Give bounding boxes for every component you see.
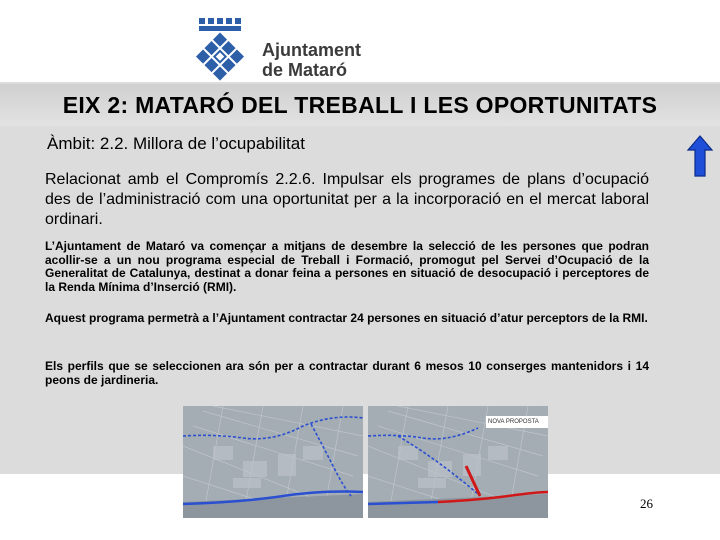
page-number: 26: [640, 496, 653, 511]
ajuntament-logo: [190, 14, 250, 86]
paragraph-profiles: Els perfils que se seleccionen ara són per a contractar durant 6 mesos 10 conserges mantenidors i 14 peons de jardineria.: [45, 359, 649, 387]
logo-text: [262, 40, 361, 80]
up-arrow-icon[interactable]: [686, 134, 714, 178]
paragraph-selection: L’Ajuntament de Mataró va començar a mitjans de desembre la selecció de les persones que podran acollir-se a un nou programa especial de Treball i Formació, promogut pel Servei d’Ocupació de la Generalitat de Catalunya, destinat a donar feina a persones en situació de desocupació i perceptores de la Renda Mínima d’Inserció (RMI).: [45, 239, 649, 294]
intro-text: Relacionat amb el Compromís 2.2.6. Impulsar els programes de plans d’ocupació des de l’administració com una oportunitat per a la incorporació en el mercat laboral ordinari.: [45, 171, 649, 228]
map-legend: NOVA PROPOSTA: [486, 416, 548, 428]
logo-line-1: Ajuntament: [262, 40, 361, 60]
paragraph-hiring: Aquest programa permetrà a l’Ajuntament contractar 24 persones en situació d’atur perceptors de la RMI.: [45, 311, 648, 325]
slide-title: EIX 2: MATARÓ DEL TREBALL I LES OPORTUNITATS: [0, 84, 720, 126]
ambit-subtitle: Àmbit: 2.2. Millora de l’ocupabilitat: [47, 134, 305, 153]
map-image-current: [183, 406, 363, 518]
map-image-proposal: [368, 406, 548, 518]
logo-line-2: de Mataró: [262, 60, 348, 80]
